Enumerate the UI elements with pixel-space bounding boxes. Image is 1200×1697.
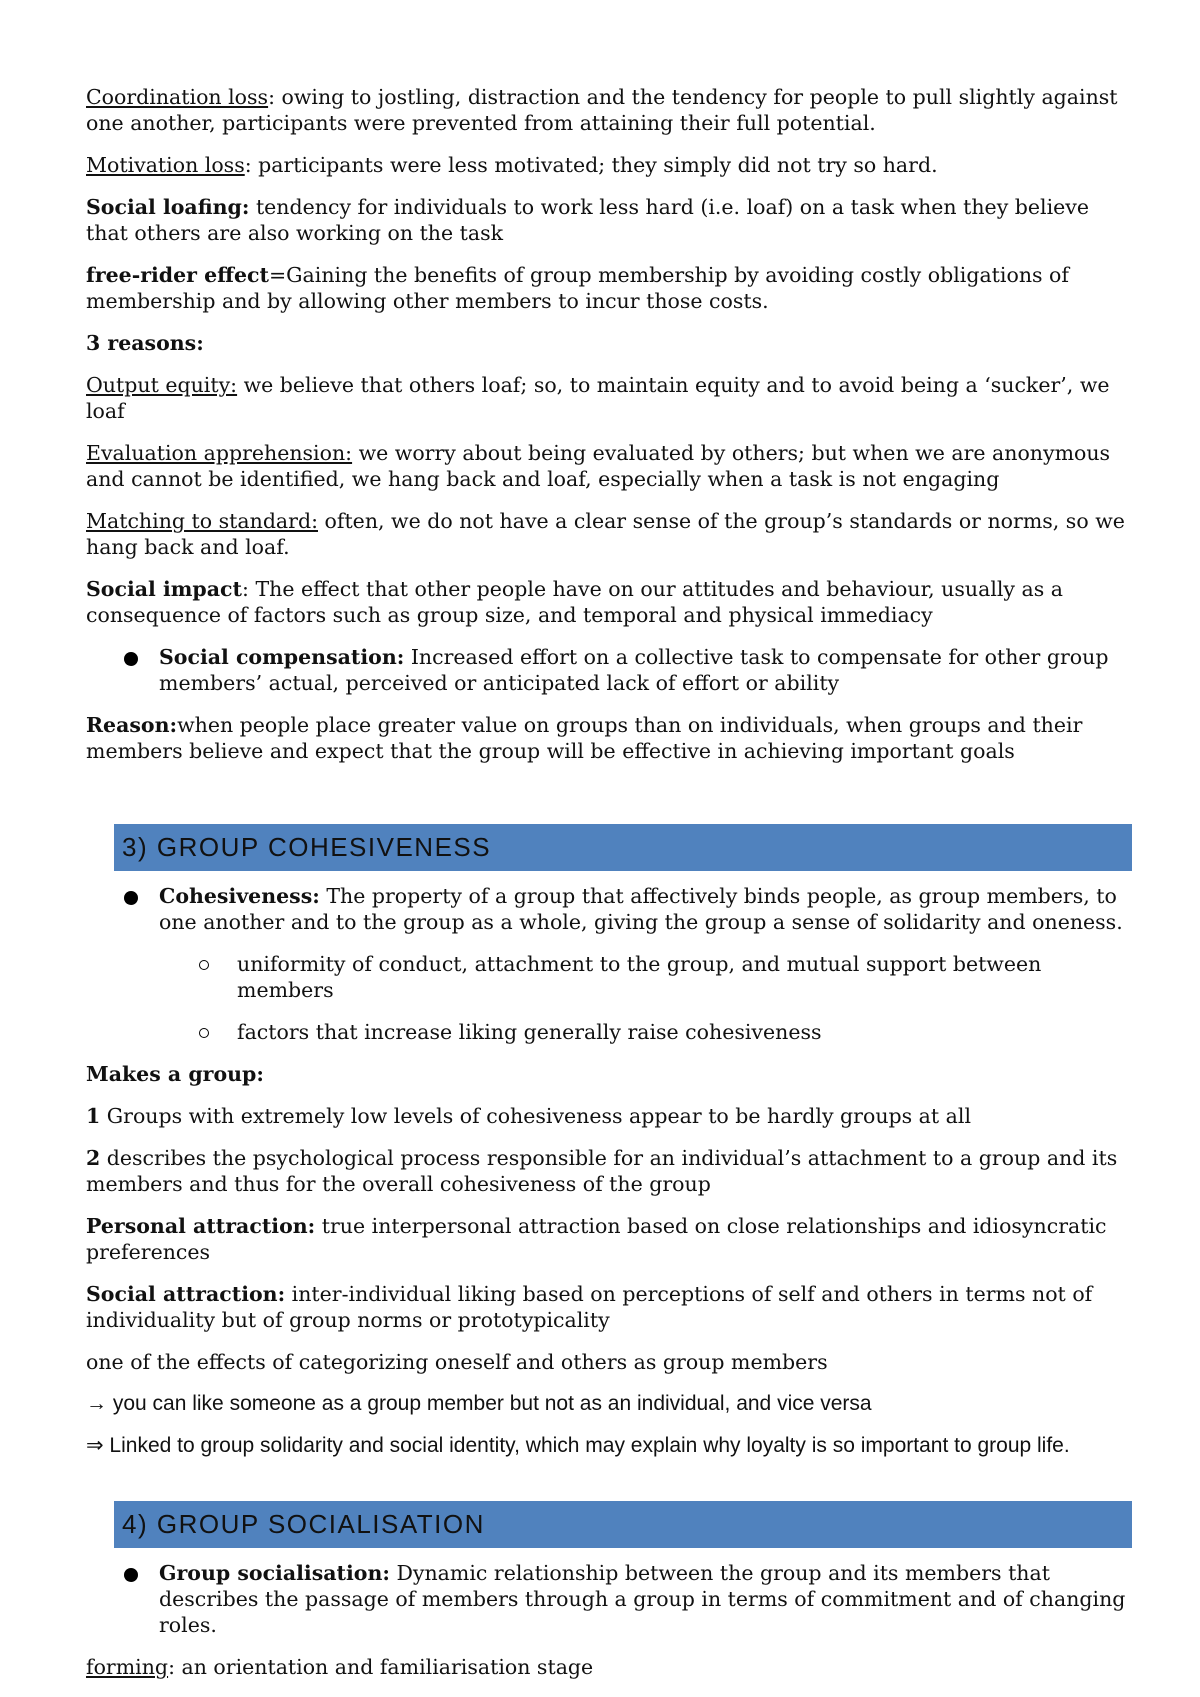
paragraph-double-arrow-note: ⇒ Linked to group solidarity and social identity, which may explain why loyalty is so important to group life.: [86, 1434, 1070, 1457]
paragraph-output-equity: [86, 372, 1136, 424]
paragraph-arrow-note: → you can like someone as a group member but not as an individual, and vice versa: [86, 1392, 872, 1415]
definition: : owing to jostling, distraction and the tendency for people to pull slightly against one another, participants were prevented from attaining their full potential.: [86, 85, 1118, 135]
term: Motivation loss: [86, 153, 245, 177]
definition: : participants were less motivated; they simply did not try so hard.: [244, 153, 938, 177]
definition: Groups with extremely low levels of cohesiveness appear to be hardly groups at all: [100, 1104, 971, 1128]
paragraph-reason: [86, 712, 1136, 764]
term: Cohesiveness:: [159, 884, 320, 908]
paragraph-personal-attraction: [86, 1213, 1136, 1265]
term: Social loafing:: [86, 195, 250, 219]
term: Social attraction:: [86, 1282, 286, 1306]
definition: Dynamic relationship between the group and its members that describes the passage of members through a group in terms of commitment and of changing roles.: [159, 1561, 1126, 1637]
term: 1: [86, 1104, 101, 1128]
paragraph-social-attraction: [86, 1281, 1136, 1333]
paragraph-point-2: [86, 1145, 1136, 1197]
definition: true interpersonal attraction based on close relationships and idiosyncratic preferences: [86, 1214, 1107, 1264]
definition: Increased effort on a collective task to compensate for other group members’ actual, perceived or anticipated lack of effort or ability: [159, 645, 1109, 695]
definition: we believe that others loaf; so, to maintain equity and to avoid being a ‘sucker’, we loaf: [86, 373, 1110, 423]
definition: =Gaining the benefits of group membership by avoiding costly obligations of membership and by allowing other members to incur those costs.: [86, 263, 1069, 313]
term: Coordination loss: [86, 85, 269, 109]
paragraph-categorizing: one of the effects of categorizing oneself and others as group members: [86, 1350, 828, 1374]
sub-bullet-uniformity: uniformity of conduct, attachment to the group, and mutual support between members: [86, 951, 1136, 1003]
paragraph-social-loafing: [86, 194, 1136, 246]
bullet-social-compensation: [86, 644, 1136, 696]
paragraph-social-impact: [86, 576, 1136, 628]
definition: often, we do not have a clear sense of the group’s standards or norms, so we hang back and loaf.: [86, 509, 1125, 559]
definition: when people place greater value on groups than on individuals, when groups and their members believe and expect that the group will be effective in achieving important goals: [86, 713, 1083, 763]
term: Matching to standard:: [86, 509, 318, 533]
term: Personal attraction:: [86, 1214, 316, 1238]
term: 3 reasons:: [86, 331, 204, 355]
sub-bullet-liking: factors that increase liking generally raise cohesiveness: [86, 1019, 1136, 1045]
bullet-group-socialisation: [86, 1560, 1136, 1638]
paragraph-point-1: [86, 1103, 1136, 1129]
term: 2: [86, 1146, 101, 1170]
document-page: [86, 84, 1136, 1696]
paragraph-3-reasons: [86, 330, 1136, 356]
section-heading-group-socialisation: 4) GROUP SOCIALISATION: [114, 1501, 1132, 1548]
term: Makes a group:: [86, 1062, 264, 1086]
paragraph-matching-to-standard: [86, 508, 1136, 560]
paragraph-free-rider: [86, 262, 1136, 314]
section-heading-group-cohesiveness: 3) GROUP COHESIVENESS: [114, 824, 1132, 871]
bullet-cohesiveness: [86, 883, 1136, 935]
term: Group socialisation:: [159, 1561, 390, 1585]
definition: we worry about being evaluated by others; but when we are anonymous and cannot be identified, we hang back and loaf, especially when a task is not engaging: [86, 441, 1111, 491]
paragraph-forming: [86, 1654, 1136, 1680]
definition: : The effect that other people have on our attitudes and behaviour, usually as a consequence of factors such as group size, and temporal and physical immediacy: [86, 577, 1064, 627]
paragraph-evaluation-apprehension: [86, 440, 1136, 492]
term: Evaluation apprehension:: [86, 441, 353, 465]
term: free-rider effect: [86, 263, 269, 287]
term: Output equity:: [86, 373, 238, 397]
paragraph-makes-a-group: [86, 1061, 1136, 1087]
definition: inter-individual liking based on perceptions of self and others in terms not of individuality but of group norms or prototypicality: [86, 1282, 1093, 1332]
term: Social compensation:: [159, 645, 405, 669]
paragraph-motivation-loss: [86, 152, 1136, 178]
term: Social impact: [86, 577, 243, 601]
definition: : an orientation and familiarisation stage: [168, 1655, 594, 1679]
term: Reason:: [86, 713, 178, 737]
term: forming: [86, 1655, 169, 1679]
paragraph-coordination-loss: [86, 84, 1136, 136]
definition: tendency for individuals to work less hard (i.e. loaf) on a task when they believe that others are also working on the task: [86, 195, 1090, 245]
definition: describes the psychological process responsible for an individual’s attachment to a group and its members and thus for the overall cohesiveness of the group: [86, 1146, 1118, 1196]
definition: The property of a group that affectively binds people, as group members, to one another and to the group as a whole, giving the group a sense of solidarity and oneness.: [159, 884, 1123, 934]
